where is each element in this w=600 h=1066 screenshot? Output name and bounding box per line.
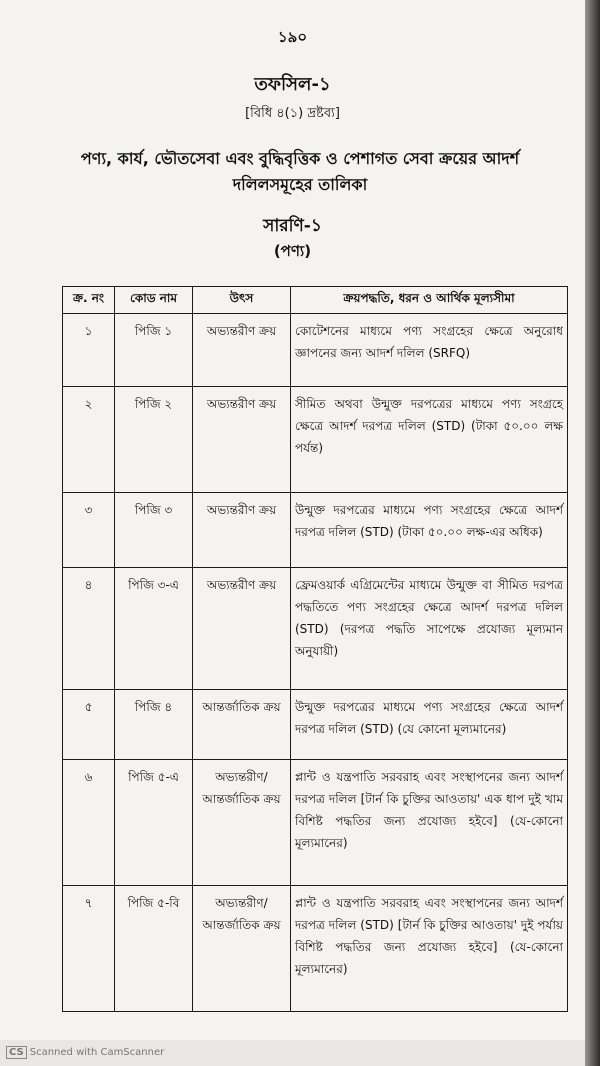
- header-code: কোড নাম: [115, 287, 193, 314]
- cell-serial: ৫: [63, 690, 115, 760]
- table-row: [63, 760, 568, 886]
- cell-source: অভ্যন্তরীণ/ আন্তর্জাতিক ক্রয়: [193, 886, 291, 1012]
- cell-method: প্লান্ট ও যন্ত্রপাতি সরবরাহ এবং সংস্থাপনের জন্য আদর্শ দরপত্র দলিল (STD) [টার্ন কি চুক্তির আওতায়' দুই পর্যায় বিশিষ্ট পদ্ধতির জন্য প্রযোজ্য হইবে] (যে-কোনো মূল্যমানের): [291, 886, 568, 1012]
- table-row: [63, 690, 568, 760]
- cell-method: সীমিত অথবা উন্মুক্ত দরপত্রের মাধ্যমে পণ্য সংগ্রহে ক্ষেত্রে আদর্শ দরপত্র দলিল (STD) (টাকা ৫০.০০ লক্ষ পর্যন্ত): [291, 387, 568, 493]
- cell-method: ফ্রেমওয়ার্ক এগ্রিমেন্টের মাধ্যমে উন্মুক্ত বা সীমিত দরপত্র পদ্ধতিতে পণ্য সংগ্রহের ক্ষেত্রে আদর্শ দরপত্র দলিল (STD) (দরপত্র পদ্ধতি সাপেক্ষে প্রযোজ্য মূল্যমান অনুযায়ী): [291, 568, 568, 690]
- table-row: [63, 568, 568, 690]
- cell-code: পিজি ৩: [115, 493, 193, 568]
- table-row: [63, 886, 568, 1012]
- cell-method: প্লান্ট ও যন্ত্রপাতি সরবরাহ এবং সংস্থাপনের জন্য আদর্শ দরপত্র দলিল [টার্ন কি চুক্তির আওতায়' এক ধাপ দুই খাম বিশিষ্ট পদ্ধতির জন্য প্রযোজ্য হইবে] (যে-কোনো মূল্যমানের): [291, 760, 568, 886]
- cell-serial: ৩: [63, 493, 115, 568]
- cell-serial: ১: [63, 314, 115, 387]
- header-method: ক্রয়পদ্ধতি, ধরন ও আর্থিক মূল্যসীমা: [291, 287, 568, 314]
- cell-code: পিজি ৫-বি: [115, 886, 193, 1012]
- cell-code: পিজি ৩-এ: [115, 568, 193, 690]
- goods-documents-table: [62, 286, 568, 1012]
- header-serial: ক্র. নং: [63, 287, 115, 314]
- schedule-title: তফসিল-১: [254, 74, 331, 95]
- document-title: [60, 146, 540, 198]
- cell-method: উন্মুক্ত দরপত্রের মাধ্যমে পণ্য সংগ্রহের ক্ষেত্রে আদর্শ দরপত্র দলিল (STD) (টাকা ৫০.০০ লক্ষ-এর অধিক): [291, 493, 568, 568]
- cell-source: অভ্যন্তরীণ ক্রয়: [193, 493, 291, 568]
- cell-code: পিজি ৪: [115, 690, 193, 760]
- header-source: উৎস: [193, 287, 291, 314]
- cell-code: পিজি ২: [115, 387, 193, 493]
- cell-serial: ৭: [63, 886, 115, 1012]
- table-row: [63, 387, 568, 493]
- table-row: [63, 493, 568, 568]
- scanner-watermark: [6, 1046, 164, 1059]
- cell-code: পিজি ১: [115, 314, 193, 387]
- cell-method: কোটেশনের মাধ্যমে পণ্য সংগ্রহের ক্ষেত্রে অনুরোধ জ্ঞাপনের জন্য আদর্শ দলিল (SRFQ): [291, 314, 568, 387]
- cell-serial: ৪: [63, 568, 115, 690]
- rule-reference: [বিধি ৪(১) দ্রষ্টব্য]: [245, 106, 340, 121]
- page-edge-shadow: [585, 0, 600, 1066]
- cell-source: অভ্যন্তরীণ ক্রয়: [193, 387, 291, 493]
- scanner-text: Scanned with CamScanner: [29, 1047, 165, 1058]
- table-header-row: [63, 287, 568, 314]
- cell-source: অভ্যন্তরীণ/ আন্তর্জাতিক ক্রয়: [193, 760, 291, 886]
- table-title: সারণি-১: [263, 216, 322, 236]
- cell-code: পিজি ৫-এ: [115, 760, 193, 886]
- page-number: ১৯০: [277, 28, 308, 46]
- cell-source: অভ্যন্তরীণ ক্রয়: [193, 314, 291, 387]
- table-subtitle: (পণ্য): [273, 242, 312, 260]
- document-title-line2: দলিলসমূহের তালিকা: [232, 175, 368, 194]
- cell-serial: ৬: [63, 760, 115, 886]
- cell-method: উন্মুক্ত দরপত্রের মাধ্যমে পণ্য সংগ্রহের ক্ষেত্রে আদর্শ দরপত্র দলিল (STD) (যে কোনো মূল্যমানের): [291, 690, 568, 760]
- cell-source: অভ্যন্তরীণ ক্রয়: [193, 568, 291, 690]
- cell-source: আন্তর্জাতিক ক্রয়: [193, 690, 291, 760]
- document-title-line1: পণ্য, কার্য, ভৌতসেবা এবং বুদ্ধিবৃত্তিক ও পেশাগত সেবা ক্রয়ের আদর্শ: [80, 149, 520, 168]
- table-row: [63, 314, 568, 387]
- camscanner-logo: CS: [6, 1046, 27, 1059]
- cell-serial: ২: [63, 387, 115, 493]
